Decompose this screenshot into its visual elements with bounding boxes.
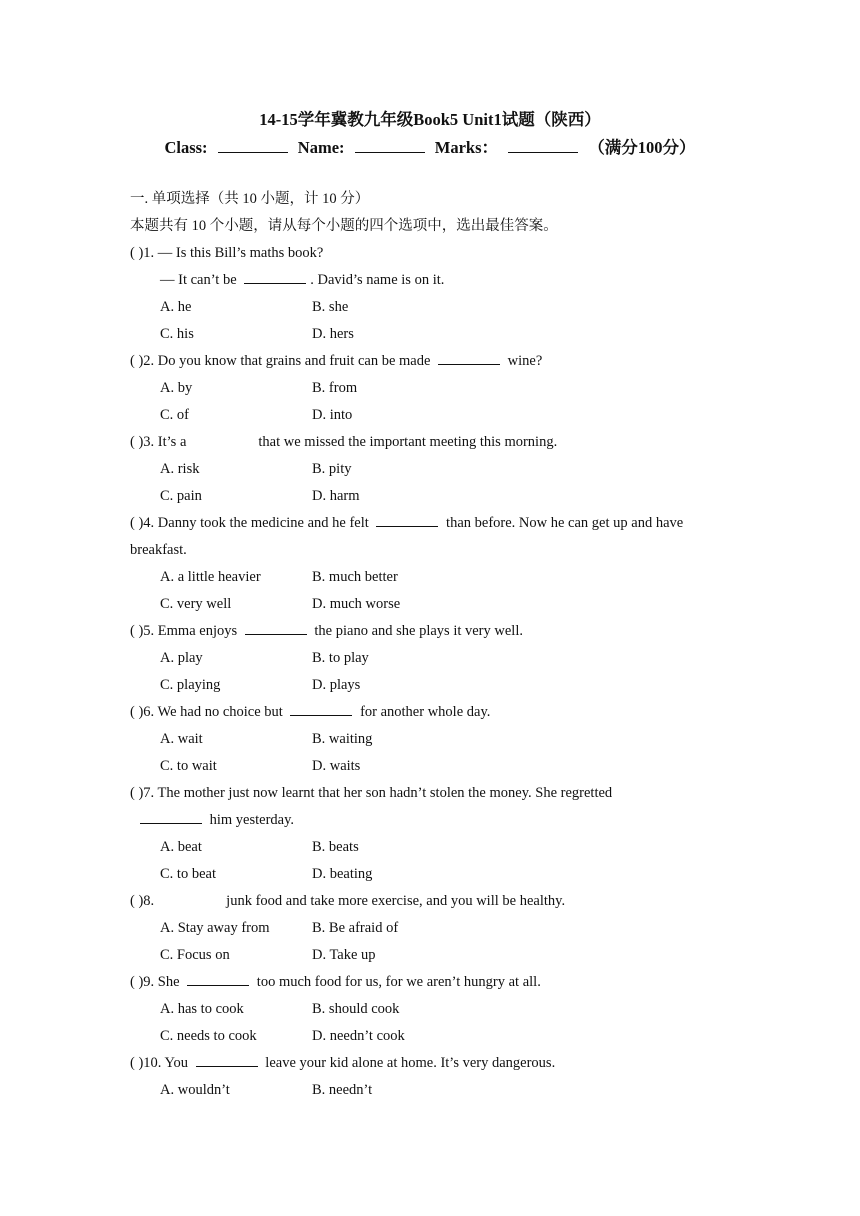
option-b: B. needn’t <box>312 1082 373 1098</box>
question-number: 5. <box>143 623 155 639</box>
question-stem: junk food and take more exercise, and you will be healthy. <box>226 893 566 909</box>
option-b: B. pity <box>312 461 352 477</box>
option-c: C. pain <box>160 488 202 504</box>
option-d: D. waits <box>312 758 361 774</box>
question-5 <box>130 622 523 640</box>
option-a: A. wait <box>160 731 203 747</box>
option-c: C. to beat <box>160 866 216 882</box>
option-b: B. should cook <box>312 1001 400 1017</box>
option-a: A. Stay away from <box>160 920 270 936</box>
question-stem: It’s a <box>157 434 187 450</box>
option-a: A. beat <box>160 839 202 855</box>
question-stem: the piano and she plays it very well. <box>314 623 523 639</box>
question-number: 4. <box>143 515 155 531</box>
question-8 <box>130 892 565 910</box>
option-d: D. harm <box>312 488 360 504</box>
question-number: 6. <box>143 704 155 720</box>
class-label: Class: <box>164 138 208 157</box>
answer-blank <box>140 811 202 824</box>
question-4-cont: breakfast. <box>130 542 187 558</box>
option-a: A. by <box>160 380 193 396</box>
student-info-line <box>0 134 860 158</box>
question-3 <box>130 433 557 451</box>
option-d: D. beating <box>312 866 373 882</box>
question-number: 2. <box>143 353 155 369</box>
answer-paren[interactable]: ( ) <box>130 623 144 639</box>
question-number: 3. <box>143 434 155 450</box>
option-d: D. needn’t cook <box>312 1028 405 1044</box>
question-stem: that we missed the important meeting this morning. <box>258 434 558 450</box>
option-c: C. playing <box>160 677 221 693</box>
option-c: C. needs to cook <box>160 1028 257 1044</box>
answer-blank <box>290 703 352 716</box>
option-c: C. to wait <box>160 758 217 774</box>
question-9 <box>130 973 541 991</box>
answer-blank <box>187 973 249 986</box>
question-1-line-2 <box>160 271 444 289</box>
class-field[interactable] <box>218 140 288 153</box>
option-a: A. play <box>160 650 203 666</box>
question-stem: leave your kid alone at home. It’s very dangerous. <box>265 1055 556 1071</box>
option-b: B. to play <box>312 650 369 666</box>
option-a: A. he <box>160 299 192 315</box>
answer-paren[interactable]: ( ) <box>130 245 144 261</box>
question-6 <box>130 703 490 721</box>
option-c: C. his <box>160 326 194 342</box>
question-stem: than before. Now he can get up and have <box>446 515 684 531</box>
full-marks-note: （满分100分） <box>588 138 696 157</box>
question-number: 7. <box>143 785 155 801</box>
question-stem: Do you know that grains and fruit can be made <box>157 353 431 369</box>
question-stem: him yesterday. <box>209 812 295 828</box>
question-stem: . David’s name is on it. <box>310 272 445 288</box>
question-stem: Emma enjoys <box>157 623 238 639</box>
question-stem: The mother just now learnt that her son hadn’t stolen the money. She regretted <box>157 785 613 801</box>
option-c: C. very well <box>160 596 232 612</box>
question-10 <box>130 1054 555 1072</box>
question-stem: We had no choice but <box>157 704 283 720</box>
question-7 <box>130 784 612 802</box>
answer-paren[interactable]: ( ) <box>130 515 144 531</box>
option-b: B. much better <box>312 569 398 585</box>
answer-paren[interactable]: ( ) <box>130 353 144 369</box>
option-a: A. has to cook <box>160 1001 244 1017</box>
option-d: D. plays <box>312 677 361 693</box>
question-stem: wine? <box>507 353 543 369</box>
option-a: A. risk <box>160 461 200 477</box>
marks-label: Marks： <box>434 138 499 157</box>
answer-blank <box>438 352 500 365</box>
answer-blank <box>245 622 307 635</box>
option-b: B. waiting <box>312 731 373 747</box>
question-1 <box>130 244 323 262</box>
name-label: Name: <box>297 138 345 157</box>
question-number: 8. <box>143 893 155 909</box>
option-c: C. of <box>160 407 189 423</box>
option-b: B. beats <box>312 839 359 855</box>
question-stem: too much food for us, for we aren’t hungry at all. <box>256 974 541 990</box>
option-a: A. a little heavier <box>160 569 261 585</box>
question-stem: You <box>164 1055 189 1071</box>
question-number: 10. <box>143 1055 162 1071</box>
page-title: 14-15学年冀教九年级Book5 Unit1试题（陕西） <box>259 110 601 129</box>
option-d: D. into <box>312 407 353 423</box>
answer-paren[interactable]: ( ) <box>130 785 144 801</box>
question-number: 1. <box>143 245 155 261</box>
question-stem: Danny took the medicine and he felt <box>157 515 369 531</box>
option-b: B. she <box>312 299 349 315</box>
answer-paren[interactable]: ( ) <box>130 1055 144 1071</box>
name-field[interactable] <box>355 140 425 153</box>
question-number: 9. <box>143 974 155 990</box>
marks-field[interactable] <box>508 140 578 153</box>
answer-paren[interactable]: ( ) <box>130 974 144 990</box>
answer-blank <box>196 1054 258 1067</box>
question-7-cont <box>136 811 294 829</box>
option-b: B. Be afraid of <box>312 920 399 936</box>
option-d: D. Take up <box>312 947 376 963</box>
option-a: A. wouldn’t <box>160 1082 230 1098</box>
answer-blank <box>376 514 438 527</box>
question-stem: — Is this Bill’s maths book? <box>157 245 324 261</box>
section-instruction: 本题共有 10 个小题，请从每个小题的四个选项中，选出最佳答案。 <box>130 218 558 234</box>
option-d: D. much worse <box>312 596 401 612</box>
answer-paren[interactable]: ( ) <box>130 893 144 909</box>
question-stem: for another whole day. <box>360 704 491 720</box>
answer-paren[interactable]: ( ) <box>130 704 144 720</box>
question-stem: — It can’t be <box>160 272 237 288</box>
question-4 <box>130 514 683 532</box>
question-2 <box>130 352 542 370</box>
option-d: D. hers <box>312 326 354 342</box>
answer-blank <box>244 271 306 284</box>
section-heading: 一. 单项选择（共 10 小题，计 10 分） <box>130 191 370 207</box>
answer-paren[interactable]: ( ) <box>130 434 144 450</box>
question-stem: She <box>157 974 180 990</box>
option-c: C. Focus on <box>160 947 230 963</box>
option-b: B. from <box>312 380 358 396</box>
